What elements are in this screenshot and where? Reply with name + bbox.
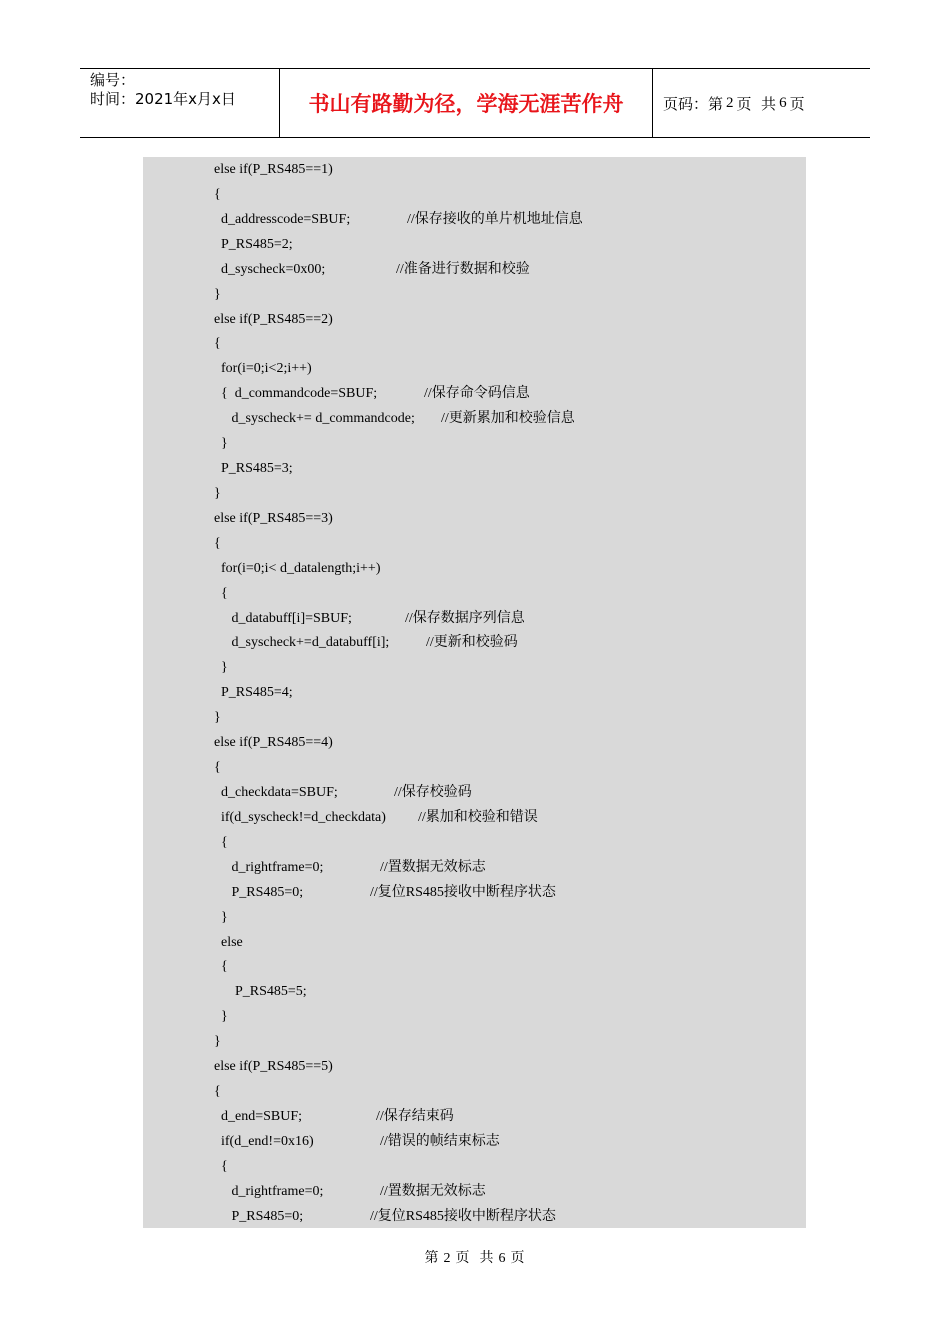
footer-current: 2 xyxy=(443,1251,452,1266)
code-text: { xyxy=(214,1158,228,1174)
code-text: else if(P_RS485==4) xyxy=(214,735,333,751)
code-line xyxy=(214,309,806,331)
code-text: d_rightframe=0; xyxy=(214,1183,324,1199)
code-text: else if(P_RS485==3) xyxy=(214,510,333,526)
header-motto: 书山有路勤为径，学海无涯苦作舟 xyxy=(280,69,653,137)
code-text: d_rightframe=0; xyxy=(214,859,324,875)
code-block xyxy=(143,157,806,1228)
page-mid: 页 共 xyxy=(736,94,777,113)
code-text: else if(P_RS485==2) xyxy=(214,311,333,327)
code-line xyxy=(214,1006,806,1028)
code-comment: //准备进行数据和校验 xyxy=(396,261,530,277)
code-text: } xyxy=(214,1009,228,1025)
code-text: d_syscheck+= d_commandcode; xyxy=(214,411,415,427)
code-line xyxy=(214,433,806,455)
code-comment: //保存数据序列信息 xyxy=(405,610,525,626)
code-text: P_RS485=4; xyxy=(214,685,293,701)
code-line xyxy=(214,608,806,630)
code-comment: //保存结束码 xyxy=(376,1108,454,1124)
code-line xyxy=(214,682,806,704)
header-page-number xyxy=(653,69,870,137)
code-text: P_RS485=3; xyxy=(214,461,293,477)
code-line xyxy=(214,284,806,306)
code-line xyxy=(214,234,806,256)
code-text: { xyxy=(214,186,221,202)
code-line xyxy=(214,259,806,281)
code-line xyxy=(214,956,806,978)
code-comment: //累加和校验和错误 xyxy=(418,809,538,825)
code-text: { xyxy=(214,1084,221,1100)
code-line xyxy=(214,857,806,879)
page-end: 页 xyxy=(789,94,805,113)
code-text: else xyxy=(214,934,243,950)
code-line xyxy=(214,358,806,380)
code-line xyxy=(214,732,806,754)
code-line xyxy=(214,408,806,430)
code-text: } xyxy=(214,485,221,501)
code-line xyxy=(214,832,806,854)
code-line xyxy=(214,1056,806,1078)
code-comment: //更新累加和校验信息 xyxy=(441,411,575,427)
code-line xyxy=(214,1031,806,1053)
code-line xyxy=(214,932,806,954)
footer-suffix: 页 xyxy=(510,1251,526,1266)
code-text: for(i=0;i< d_datalength;i++) xyxy=(214,560,381,576)
code-line xyxy=(214,184,806,206)
code-text: d_addresscode=SBUF; xyxy=(214,211,351,227)
code-text: { d_commandcode=SBUF; xyxy=(214,386,378,402)
footer-prefix: 第 xyxy=(424,1251,440,1266)
code-comment: //保存接收的单片机地址信息 xyxy=(407,211,583,227)
code-text: P_RS485=2; xyxy=(214,236,293,252)
code-text: } xyxy=(214,909,228,925)
code-text: d_end=SBUF; xyxy=(214,1108,303,1124)
code-text: d_checkdata=SBUF; xyxy=(214,785,338,800)
code-text: { xyxy=(214,585,228,601)
code-line xyxy=(214,707,806,729)
footer-mid: 页 共 xyxy=(455,1251,495,1266)
code-text: P_RS485=0; xyxy=(214,884,304,900)
code-text: { xyxy=(214,959,228,975)
code-line xyxy=(214,558,806,580)
number-label: 编号： xyxy=(90,71,136,89)
code-line xyxy=(214,782,806,804)
code-comment: //复位RS485接收中断程序状态 xyxy=(370,1208,556,1224)
time-label: 时间：2021年x月x日 xyxy=(90,90,236,108)
page-label: 页码：第 xyxy=(663,94,724,113)
code-text: P_RS485=5; xyxy=(214,984,307,1000)
page-total: 6 xyxy=(779,94,787,111)
code-text: if(d_syscheck!=d_checkdata) xyxy=(214,809,386,825)
code-line xyxy=(214,882,806,904)
page-header xyxy=(80,68,870,138)
code-text: } xyxy=(214,710,221,726)
code-text: } xyxy=(214,1034,221,1050)
code-comment: //更新和校验码 xyxy=(426,635,518,651)
code-comment: //置数据无效标志 xyxy=(380,859,486,875)
code-line xyxy=(214,757,806,779)
code-line xyxy=(214,333,806,355)
code-line xyxy=(214,533,806,555)
page-current: 2 xyxy=(726,94,734,111)
footer-total: 6 xyxy=(498,1251,507,1266)
code-text: { xyxy=(214,535,221,551)
code-comment: //保存命令码信息 xyxy=(424,386,530,402)
code-comment: //置数据无效标志 xyxy=(380,1183,486,1199)
code-comment: //复位RS485接收中断程序状态 xyxy=(370,884,556,900)
code-text: d_databuff[i]=SBUF; xyxy=(214,610,352,626)
code-line xyxy=(214,981,806,1003)
code-line xyxy=(214,1156,806,1178)
code-text: { xyxy=(214,834,228,850)
code-line xyxy=(214,1181,806,1203)
code-line xyxy=(214,1206,806,1228)
code-line xyxy=(214,159,806,181)
code-line xyxy=(214,483,806,505)
code-line xyxy=(214,1131,806,1153)
code-text: } xyxy=(214,436,228,452)
code-line xyxy=(214,458,806,480)
code-text: for(i=0;i<2;i++) xyxy=(214,361,312,377)
code-text: } xyxy=(214,286,221,302)
page-footer xyxy=(0,1247,950,1267)
code-text: if(d_end!=0x16) xyxy=(214,1133,314,1149)
code-line xyxy=(214,632,806,654)
code-text: { xyxy=(214,336,221,352)
header-meta xyxy=(80,69,280,137)
code-line xyxy=(214,209,806,231)
code-comment: //错误的帧结束标志 xyxy=(380,1133,500,1149)
code-line xyxy=(214,383,806,405)
code-text: d_syscheck=0x00; xyxy=(214,261,326,277)
code-text: } xyxy=(214,660,228,676)
code-line xyxy=(214,1081,806,1103)
code-text: else if(P_RS485==1) xyxy=(214,162,333,177)
code-text: d_syscheck+=d_databuff[i]; xyxy=(214,635,390,651)
code-line xyxy=(214,657,806,679)
code-line xyxy=(214,508,806,530)
code-line xyxy=(214,1106,806,1128)
code-text: P_RS485=0; xyxy=(214,1208,304,1224)
code-line xyxy=(214,583,806,605)
code-line xyxy=(214,907,806,929)
code-line xyxy=(214,807,806,829)
code-text: else if(P_RS485==5) xyxy=(214,1059,333,1075)
code-comment: //保存校验码 xyxy=(394,785,472,800)
code-text: { xyxy=(214,760,221,776)
